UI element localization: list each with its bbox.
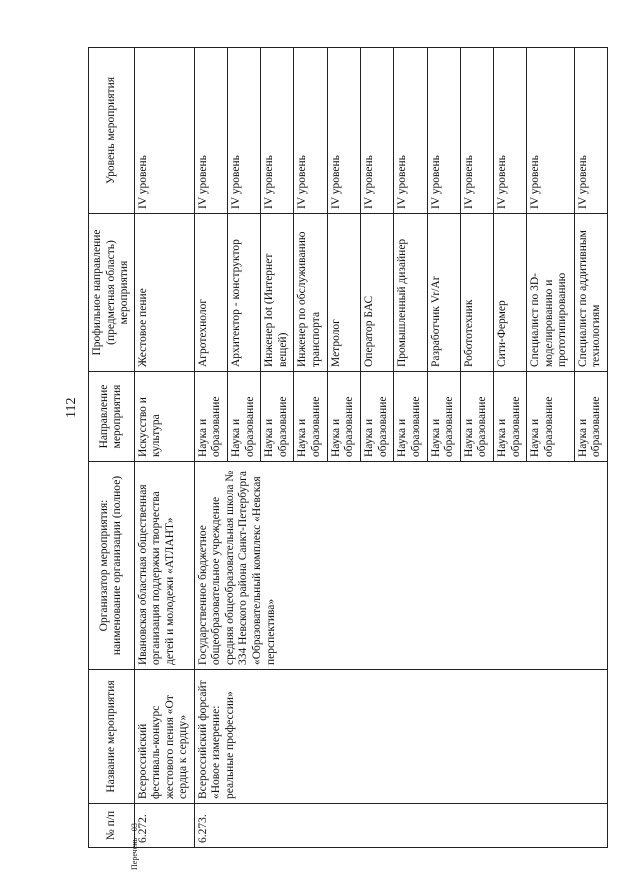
- row-organizer: Государственное бюджетное общеобразовательное учреждение средняя общеобразовательная школа № 334 Невского района Санкт-Петербурга «Образовательный комплекс «Невская перспектива»: [194, 462, 607, 670]
- rotated-table-container: [88, 48, 608, 848]
- row-direction: Искусство и культура: [134, 372, 194, 462]
- row-direction: Наука и образование: [574, 372, 607, 462]
- header-organizer: Организатор мероприятия: наименование организации (полное): [89, 462, 135, 670]
- row-direction: Наука и образование: [261, 372, 294, 462]
- row-direction: Наука и образование: [227, 372, 260, 462]
- row-profile: Промышленный дизайнер: [394, 214, 427, 372]
- table-header-row: [89, 48, 135, 848]
- row-direction: Наука и образование: [394, 372, 427, 462]
- events-table: [88, 47, 608, 848]
- row-level: IV уровень: [361, 48, 394, 214]
- row-level: IV уровень: [527, 48, 574, 214]
- header-level: Уровень мероприятия: [89, 48, 135, 214]
- row-direction: Наука и образование: [327, 372, 360, 462]
- row-profile: Инженер Iot (Интернет вещей): [261, 214, 294, 372]
- header-direction: Направление мероприятия: [89, 372, 135, 462]
- row-name: Всероссийский форсайт «Новое измерение: реальные профессии»: [194, 670, 607, 804]
- header-profile: Профильное направление (предметная область) мероприятия: [89, 214, 135, 372]
- row-profile: Жестовое пение: [134, 214, 194, 372]
- row-level: IV уровень: [227, 48, 260, 214]
- row-direction: Наука и образование: [361, 372, 394, 462]
- row-level: IV уровень: [327, 48, 360, 214]
- row-level: IV уровень: [460, 48, 493, 214]
- row-level: IV уровень: [427, 48, 460, 214]
- row-level: IV уровень: [261, 48, 294, 214]
- row-profile: Сити-Фермер: [494, 214, 527, 372]
- row-profile: Оператор БАС: [361, 214, 394, 372]
- row-direction: Наука и образование: [460, 372, 493, 462]
- header-name: Название мероприятия: [89, 670, 135, 804]
- row-level: IV уровень: [574, 48, 607, 214]
- row-direction: Наука и образование: [427, 372, 460, 462]
- page-number: 112: [64, 397, 79, 418]
- row-direction: Наука и образование: [294, 372, 327, 462]
- row-num: 6.272.: [134, 804, 194, 848]
- row-profile: Агротехнолог: [194, 214, 227, 372]
- row-level: IV уровень: [494, 48, 527, 214]
- row-profile: Метролог: [327, 214, 360, 372]
- row-organizer: Ивановская областная общественная организация поддержки творчества детей и молодежи «АТЛАНТ»: [134, 462, 194, 670]
- header-num: № п/п: [89, 804, 135, 848]
- page-footer: Перечень - 03: [130, 823, 139, 870]
- row-level: IV уровень: [394, 48, 427, 214]
- row-direction: Наука и образование: [194, 372, 227, 462]
- row-profile: Архитектор - конструктор: [227, 214, 260, 372]
- row-profile: Разработчик Vr/Ar: [427, 214, 460, 372]
- row-level: IV уровень: [294, 48, 327, 214]
- row-profile: Специалист по аддитивным технологиям: [574, 214, 607, 372]
- row-level: IV уровень: [194, 48, 227, 214]
- table-row: [134, 48, 194, 848]
- row-name: Всероссийский фестиваль-конкурс жестового пения «От сердца к сердцу»: [134, 670, 194, 804]
- row-direction: Наука и образование: [494, 372, 527, 462]
- row-direction: Наука и образование: [527, 372, 574, 462]
- row-profile: Специалист по 3D-моделированию и прототипированию: [527, 214, 574, 372]
- row-profile: Инженер по обслуживанию транспорта: [294, 214, 327, 372]
- row-num: 6.273.: [194, 804, 607, 848]
- row-profile: Робототехник: [460, 214, 493, 372]
- table-row: [194, 48, 227, 848]
- row-level: IV уровень: [134, 48, 194, 214]
